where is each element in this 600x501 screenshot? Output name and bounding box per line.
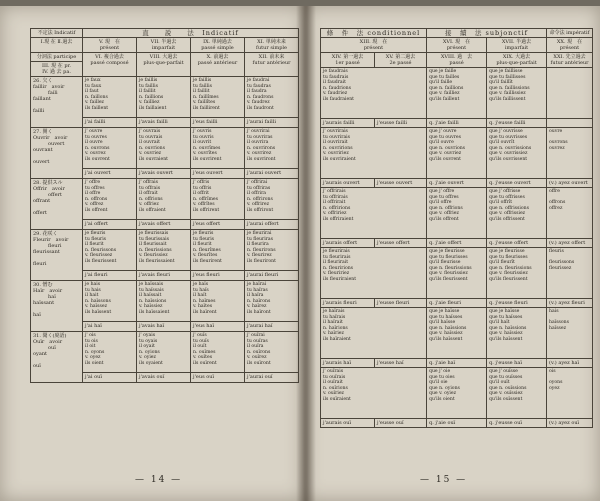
indicatif-table bbox=[30, 28, 299, 383]
verb-row bbox=[31, 128, 299, 169]
header-corner-2: Ⅰ.現 在 Ⅱ.過去 bbox=[31, 38, 83, 53]
tense-header-passe-anterieur: X. 前過去 passé antérieur bbox=[191, 53, 245, 77]
imp-present-cell: ois oyons oyez bbox=[547, 368, 593, 419]
imp-past-cell: (v.) ayez fleuri bbox=[547, 299, 593, 308]
subj-present-cell: que j' ouvre que tu ouvres qu'il ouvre que n. ouvrions que v. ouvriez qu'ils ouvrent bbox=[427, 128, 487, 179]
imp-present-cell: hais haïssons haïssez bbox=[547, 308, 593, 359]
cond-past1-cell: j'aurais fleuri bbox=[321, 299, 375, 308]
conjugation-cell: je hais tu hais il hait n. haïssons v. haïssez ils haïssent bbox=[83, 281, 137, 322]
conjugation-cell: j' ouïrai tu ouïras il ouïra n. ouïrons v. ouïrez ils ouïront bbox=[245, 332, 299, 373]
conjugation-cell: je haïssais tu haïssais il haïssait n. haïssions v. haïssiez ils haïssaient bbox=[137, 281, 191, 322]
compound-tense-cell: j'eus fleuri bbox=[191, 270, 245, 280]
imp-past-cell: (v.) ayez haï bbox=[547, 359, 593, 368]
subj-passe-cell: q. j'aie failli bbox=[427, 119, 487, 128]
conjugation-cell: je faillis tu faillis il faillit n. faillions v. failliez ils faillaient bbox=[137, 77, 191, 118]
compound-tense-cell: j'ai ouvert bbox=[83, 168, 137, 178]
verb-label: 28. 提供スル Offrir avoir offert offrant offert bbox=[31, 179, 83, 230]
imp-present-cell: ouvre ouvrons ouvrez bbox=[547, 128, 593, 179]
conjugation-cell: je fleuris tu fleuris il fleurit n. fleurîmes v. fleurîtes ils fleurirent bbox=[191, 230, 245, 271]
cond-past2-cell: j'eusse fleuri bbox=[375, 299, 427, 308]
compound-tense-cell: j'ai fleuri bbox=[83, 270, 137, 280]
conjugation-cell: je haïs tu haïs il haït n. haïmes v. haïtes ils haïrent bbox=[191, 281, 245, 322]
compound-tense-cell: j'aurai ouvert bbox=[245, 168, 299, 178]
verb-compound-row bbox=[321, 299, 593, 308]
conjugation-cell: j' offre tu offres il offre n. offrons v. offrez ils offrent bbox=[83, 179, 137, 220]
subj-passe-cell: q. j'aie haï bbox=[427, 359, 487, 368]
header-corner-4: III. 現 在 pr. IV. 過 去 pa. bbox=[31, 62, 83, 77]
conjugation-cell: j' oyais tu oyais il oyait n. oyions v. oyiez ils oyaient bbox=[137, 332, 191, 373]
verb-compound-row bbox=[321, 119, 593, 128]
conditional-subjunctive-table bbox=[320, 28, 593, 428]
verb-compound-row bbox=[321, 359, 593, 368]
compound-tense-cell: j'aurai offert bbox=[245, 219, 299, 229]
indicatif-body bbox=[31, 77, 299, 383]
tense-header-passe-simple: IX. 単純過去 passé simple bbox=[191, 38, 245, 53]
compound-tense-cell: j'aurai failli bbox=[245, 117, 299, 127]
cond-past2-cell: j'eusse ouï bbox=[375, 419, 427, 428]
verb-row bbox=[31, 332, 299, 373]
cond-past2-cell: j'eusse offert bbox=[375, 239, 427, 248]
subj-imparfait-cell: que je fleurisse que tu fleurisses qu'il fleurît que n. fleurissions que v. fleurissiez qu'ils fleurissent bbox=[487, 248, 547, 299]
compound-tense-cell: j'aurai fleuri bbox=[245, 270, 299, 280]
cond-present-cell: j' offrirais tu offrirais il offrirait n. offririons v. offririez ils offriraient bbox=[321, 188, 427, 239]
compound-tense-cell: j'ai ouï bbox=[83, 372, 137, 382]
verb-row bbox=[321, 188, 593, 239]
verb-compound-row bbox=[321, 179, 593, 188]
subj-present-cell: que je haïsse que tu haïsses qu'il haïsse que n. haïssions que v. haïssiez qu'ils haïssent bbox=[427, 308, 487, 359]
verb-compound-row bbox=[321, 239, 593, 248]
conjugation-cell: j' ois tu ois il oit n. oyons v. oyez ils oient bbox=[83, 332, 137, 373]
subj-pqp-cell: q. j'eusse offert bbox=[487, 239, 547, 248]
subj-present-cell: que j' offre que tu offres qu'il offre que n. offrions que v. offriez qu'ils offrent bbox=[427, 188, 487, 239]
imp-present-header: XX. 現 在 présent bbox=[547, 38, 593, 53]
verb-row bbox=[31, 281, 299, 322]
header-corner-3: 分詞法 participe bbox=[31, 53, 83, 62]
compound-tense-cell: j'eus ouï bbox=[191, 372, 245, 382]
tense-header-present: V. 現 在 présent bbox=[83, 38, 137, 53]
cond-present-cell: je fleurirais tu fleurirais il fleurirait n. fleuririons v. fleuririez ils fleuriraient bbox=[321, 248, 427, 299]
compound-tense-cell: j'avais ouvert bbox=[137, 168, 191, 178]
subj-imparfait-cell: que j' offrisse que tu offrisses qu'il offrît que n. offrissions que v. offrissiez qu'ils offrissent bbox=[487, 188, 547, 239]
imp-past-cell: (v.) ayez ouï bbox=[547, 419, 593, 428]
cond-past2-header: XV. 第二過去 2e passé bbox=[375, 53, 427, 68]
conjugation-cell: je fleurissais tu fleurissais il fleurissait n. fleurissions v. fleurissiez ils fleurissaient bbox=[137, 230, 191, 271]
conjugation-cell: j' offris tu offris il offrit n. offrîmes v. offrîtes ils offrirent bbox=[191, 179, 245, 220]
page-number-left: — 14 — bbox=[135, 475, 183, 485]
imp-past-header: XXI. 先立過去 futur antérieur bbox=[547, 53, 593, 68]
conjugation-cell: j' ouïs tu ouïs il ouït n. ouïmes v. ouïtes ils ouïrent bbox=[191, 332, 245, 373]
conjugation-cell: je faillis tu faillis il faillit n. faillîmes v. faillîtes ils faillirent bbox=[191, 77, 245, 118]
compound-tense-cell: j'avais failli bbox=[137, 117, 191, 127]
verb-row bbox=[321, 128, 593, 179]
cond-present-cell: j' ouvrirais tu ouvrirais il ouvrirait n. ouvririons v. ouvririez ils ouvriraient bbox=[321, 128, 427, 179]
subjonctif-title: 接 續 法 subjonctif bbox=[427, 29, 547, 38]
subj-present-cell: que je fleurisse que tu fleurisses qu'il fleurisse que n. fleurissions que v. fleurissiez qu'ils fleurissent bbox=[427, 248, 487, 299]
cond-past1-cell: j'aurais failli bbox=[321, 119, 375, 128]
compound-tense-cell: j'eus offert bbox=[191, 219, 245, 229]
verb-row bbox=[31, 77, 299, 118]
compound-tense-cell: j'eus ouvert bbox=[191, 168, 245, 178]
conjugation-cell: je faudrai tu faudras il faudra n. faudrons v. faudrez ils faudront bbox=[245, 77, 299, 118]
cond-past1-cell: j'aurais haï bbox=[321, 359, 375, 368]
conditionnel-title: 條 件 法 conditionnel bbox=[321, 29, 427, 38]
indicatif-title: 直 説 法 Indicatif bbox=[83, 29, 299, 38]
subj-pqp-cell: q. j'eusse haï bbox=[487, 359, 547, 368]
verb-row bbox=[321, 248, 593, 299]
compound-tense-cell: j'ai haï bbox=[83, 321, 137, 331]
compound-tense-cell: j'aurai ouï bbox=[245, 372, 299, 382]
cond-past2-cell: j'eusse failli bbox=[375, 119, 427, 128]
compound-tense-cell: j'eus haï bbox=[191, 321, 245, 331]
imp-present-cell: offre offrons offrez bbox=[547, 188, 593, 239]
cond-present-cell: je haïrais tu haïrais il haïrait n. haïrions v. haïriez ils haïraient bbox=[321, 308, 427, 359]
conditional-subjunctive-body bbox=[321, 68, 593, 428]
imp-past-cell: (v.) ayez offert bbox=[547, 239, 593, 248]
compound-tense-cell: j'ai failli bbox=[83, 117, 137, 127]
verb-label: 29. 花咲く Fleurir avoir fleuri fleurissant fleuri bbox=[31, 230, 83, 281]
subj-imparfait-cell: que j' ouvrisse que tu ouvrisses qu'il ouvrît que n. ouvrissions que v. ouvrissiez qu'ils ouvrissent bbox=[487, 128, 547, 179]
verb-label: 27. 開く Ouvrir avoir ouvert ouvrant ouvert bbox=[31, 128, 83, 179]
tense-header-imparfait: VII. 半過去 imparfait bbox=[137, 38, 191, 53]
tense-header-passe-compose: VI. 複合過去 passé composé bbox=[83, 53, 137, 77]
cond-present-header: XIII. 現 在 présent bbox=[321, 38, 427, 53]
compound-tense-cell: j'aurai haï bbox=[245, 321, 299, 331]
conjugation-cell: je fleurirai tu fleuriras il fleurira n. fleurirons v. fleurirez ils fleuriront bbox=[245, 230, 299, 271]
verb-row bbox=[31, 179, 299, 220]
conjugation-cell: j' ouvre tu ouvres il ouvre n. ouvrons v. ouvrez ils ouvrent bbox=[83, 128, 137, 169]
tense-header-futur-anterieur: XII. 前未来 futur antérieur bbox=[245, 53, 299, 77]
verb-label: 30. 憎む Haïr avoir haï haïssant haï bbox=[31, 281, 83, 332]
header-corner-1: 不定法 Indicatif bbox=[31, 29, 83, 38]
verb-row bbox=[321, 308, 593, 359]
compound-tense-cell: j'avais fleuri bbox=[137, 270, 191, 280]
cond-present-cell: je faudrais tu faudrais il faudrait n. faudrions v. faudriez ils faudraient bbox=[321, 68, 427, 119]
compound-tense-cell: j'avais haï bbox=[137, 321, 191, 331]
verb-label: 26. 欠く faillir avoir faili faillant failli bbox=[31, 77, 83, 128]
compound-tense-cell: j'avais ouï bbox=[137, 372, 191, 382]
imp-past-cell bbox=[547, 119, 593, 128]
subj-present-cell: que je faille que tu failles qu'il faille que n. faillions que v. failliez qu'ils faillent bbox=[427, 68, 487, 119]
compound-tense-cell: j'ai offert bbox=[83, 219, 137, 229]
tense-header-pqp: VIII. 大過去 plus-que-parfait bbox=[137, 53, 191, 77]
subj-passe-cell: q. j'aie ouï bbox=[427, 419, 487, 428]
subj-pqp-header: XIX. 大過去 plus-que-parfait bbox=[487, 53, 547, 68]
subj-imparfait-cell: que je haïsse que tu haïsses qu'il haït que n. haïssions que v. haïssiez qu'ils haïssent bbox=[487, 308, 547, 359]
subj-imparfait-cell: que je faillisse que tu faillisses qu'il faillît que n. faillissions que v. faillissiez qu'ils faillissent bbox=[487, 68, 547, 119]
compound-tense-cell: j'avais offert bbox=[137, 219, 191, 229]
cond-past2-cell: j'eusse haï bbox=[375, 359, 427, 368]
imperatif-title: 命令法 impératif bbox=[547, 29, 593, 38]
subj-present-header: XVI. 現 在 présent bbox=[427, 38, 487, 53]
verb-label: 31. 聞く(廃語) Ouïr avoir ouï oyant ouï bbox=[31, 332, 83, 383]
subj-present-cell: que j' oie que tu oies qu'il oie que n. oyions que v. oyiez qu'ils oient bbox=[427, 368, 487, 419]
imp-present-cell: fleuris fleurissons fleurissez bbox=[547, 248, 593, 299]
conjugation-cell: je haïrai tu haïras il haïra n. haïrons v. haïrez ils haïront bbox=[245, 281, 299, 322]
subj-passe-header: XVIII. 過 去 passé bbox=[427, 53, 487, 68]
subj-pqp-cell: q. j'eusse failli bbox=[487, 119, 547, 128]
subj-pqp-cell: q. j'eusse ouvert bbox=[487, 179, 547, 188]
cond-past2-cell: j'eusse ouvert bbox=[375, 179, 427, 188]
verb-row bbox=[321, 368, 593, 419]
subj-pqp-cell: q. j'eusse ouï bbox=[487, 419, 547, 428]
conjugation-cell: j' offrais tu offrais il offrait n. offrions v. offriez ils offraient bbox=[137, 179, 191, 220]
tense-header-futur-simple: XI. 単純未来 futur simple bbox=[245, 38, 299, 53]
subj-imparfait-cell: que j' ouïsse que tu ouïsses qu'il ouït que n. ouïssions que v. ouïssiez qu'ils ouïssent bbox=[487, 368, 547, 419]
subj-passe-cell: q. j'aie ouvert bbox=[427, 179, 487, 188]
cond-past1-cell: j'aurais ouvert bbox=[321, 179, 375, 188]
subj-pqp-cell: q. j'eusse fleuri bbox=[487, 299, 547, 308]
cond-present-cell: j' ouïrais tu ouïrais il ouïrait n. ouïrions v. ouïriez ils ouïraient bbox=[321, 368, 427, 419]
imp-past-cell: (v.) ayez ouvert bbox=[547, 179, 593, 188]
conjugation-cell: j' ouvrais tu ouvrais il ouvrait n. ouvrions v. ouvriez ils ouvraient bbox=[137, 128, 191, 169]
page-number-right: — 15 — bbox=[420, 475, 468, 485]
imp-present-cell bbox=[547, 68, 593, 119]
cond-past1-header: XIV. 第一過去 1er passé bbox=[321, 53, 375, 68]
verb-row bbox=[31, 230, 299, 271]
verb-row bbox=[321, 68, 593, 119]
conjugation-cell: je fleuris tu fleuris il fleurit n. fleurissons v. fleurissez ils fleurissent bbox=[83, 230, 137, 271]
conjugation-cell: j' ouvrirai tu ouvriras il ouvrira n. ouvrirons v. ouvrirez ils ouvriront bbox=[245, 128, 299, 169]
cond-past1-cell: j'aurais offert bbox=[321, 239, 375, 248]
cond-past1-cell: j'aurais ouï bbox=[321, 419, 375, 428]
subj-passe-cell: q. j'aie offert bbox=[427, 239, 487, 248]
compound-tense-cell: j'eus failli bbox=[191, 117, 245, 127]
conjugation-cell: j' ouvris tu ouvris il ouvrit n. ouvrîmes v. ouvrîtes ils ouvrirent bbox=[191, 128, 245, 169]
conjugation-cell: je faux tu faux il faut n. faillons v. faillez ils faillent bbox=[83, 77, 137, 118]
conjugation-cell: j' offrirai tu offriras il offrira n. offrirons v. offrirez ils offriront bbox=[245, 179, 299, 220]
subj-passe-cell: q. j'aie fleuri bbox=[427, 299, 487, 308]
verb-compound-row bbox=[321, 419, 593, 428]
subj-imparfait-header: XVII. 半過去 imparfait bbox=[487, 38, 547, 53]
